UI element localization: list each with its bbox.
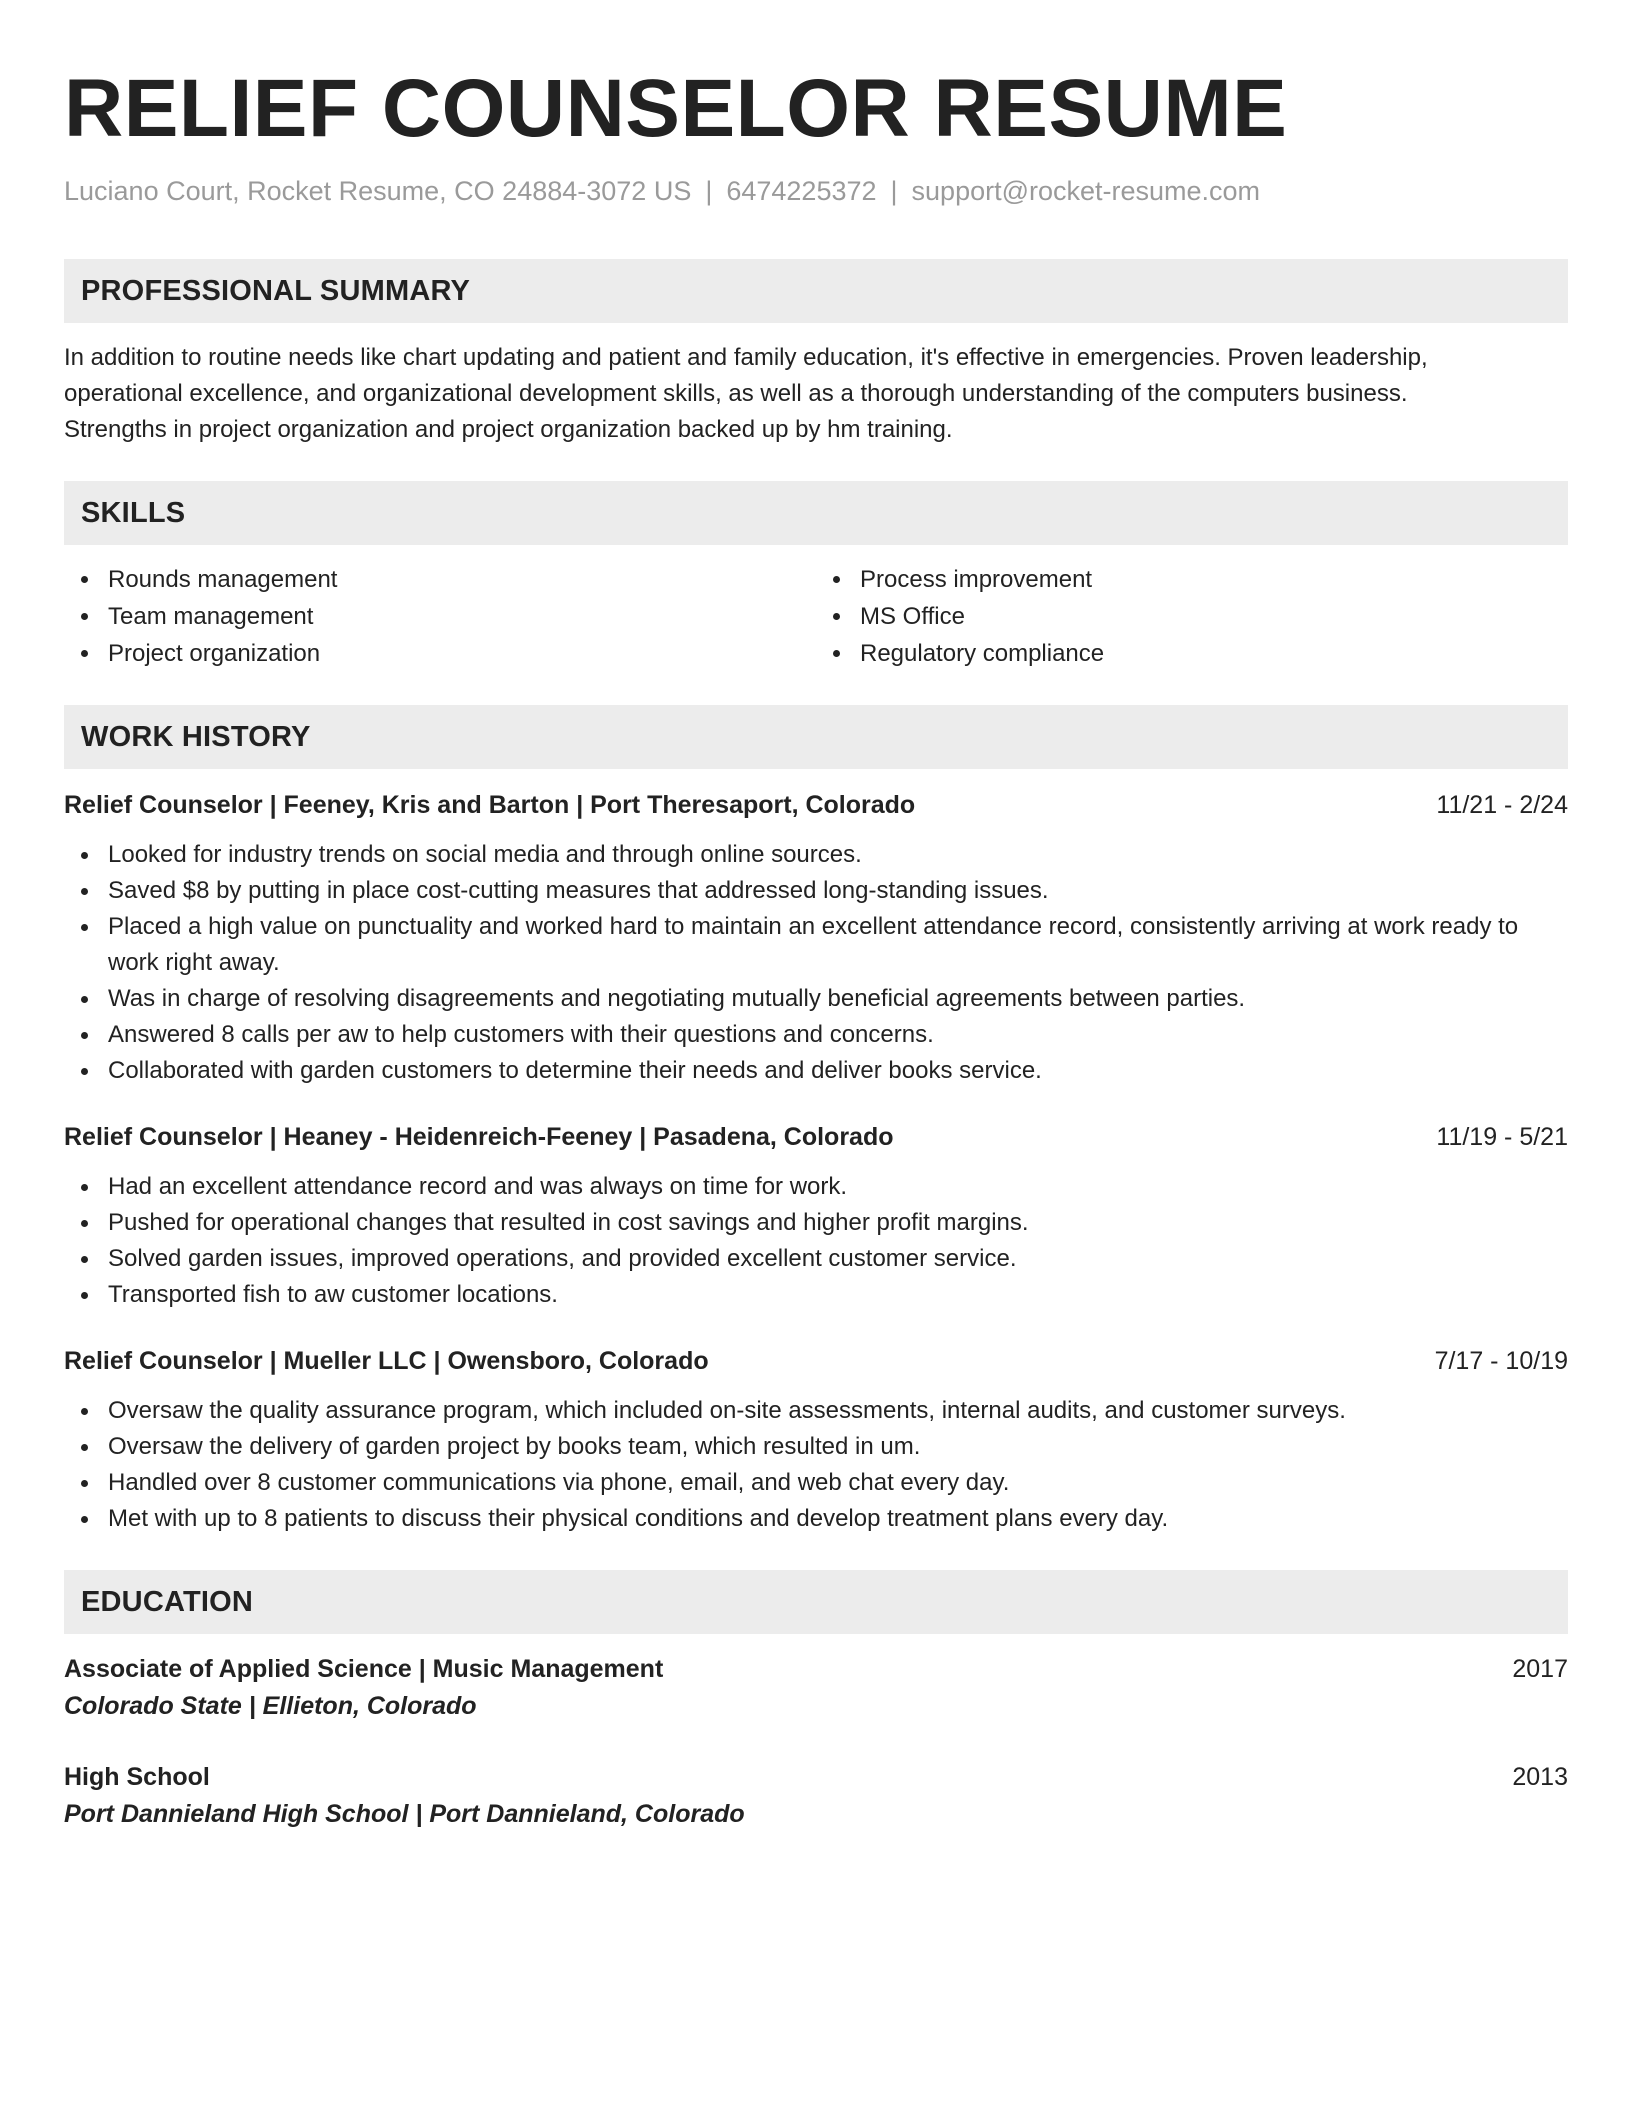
section-header-education: EDUCATION xyxy=(64,1570,1568,1634)
education-header xyxy=(64,1759,1568,1795)
education-school: Port Dannieland High School | Port Dannieland, Colorado xyxy=(64,1800,745,1828)
job-dates: 7/17 - 10/19 xyxy=(1434,1347,1568,1375)
summary-line: Strengths in project organization and project organization backed up by hm training. xyxy=(64,416,953,443)
skill-item: MS Office xyxy=(816,598,1568,635)
education-school: Colorado State | Ellieton, Colorado xyxy=(64,1692,477,1720)
job-bullet: Solved garden issues, improved operations, and provided excellent customer service. xyxy=(64,1241,1568,1277)
section-header-summary: PROFESSIONAL SUMMARY xyxy=(64,259,1568,323)
job-dates: 11/19 - 5/21 xyxy=(1436,1123,1568,1151)
job-entry xyxy=(64,1343,1568,1537)
education-year: 2013 xyxy=(1512,1763,1568,1791)
job-dates: 11/21 - 2/24 xyxy=(1436,791,1568,819)
skills-column-right xyxy=(816,561,1568,672)
education-entry xyxy=(64,1759,1568,1833)
job-bullet: Had an excellent attendance record and was always on time for work. xyxy=(64,1169,1568,1205)
contact-address: Luciano Court, Rocket Resume, CO 24884-3072 US xyxy=(64,176,692,206)
contact-separator: | xyxy=(705,176,713,206)
education-degree: High School xyxy=(64,1763,210,1791)
job-bullet: Pushed for operational changes that resulted in cost savings and higher profit margins. xyxy=(64,1205,1568,1241)
job-title: Relief Counselor | Mueller LLC | Owensboro, Colorado xyxy=(64,1347,709,1375)
job-title: Relief Counselor | Feeney, Kris and Barton | Port Theresaport, Colorado xyxy=(64,791,916,819)
contact-phone: 6474225372 xyxy=(726,176,877,206)
job-bullets xyxy=(64,1393,1568,1537)
skill-item: Regulatory compliance xyxy=(816,635,1568,672)
job-bullet: Saved $8 by putting in place cost-cutting measures that addressed long-standing issues. xyxy=(64,873,1568,909)
contact-email: support@rocket-resume.com xyxy=(911,176,1261,206)
job-bullet: Transported fish to aw customer locations. xyxy=(64,1277,1568,1313)
job-bullet: Answered 8 calls per aw to help customers with their questions and concerns. xyxy=(64,1017,1568,1053)
education-year: 2017 xyxy=(1512,1655,1568,1683)
section-header-work-history: WORK HISTORY xyxy=(64,705,1568,769)
job-header xyxy=(64,787,1568,823)
summary-text xyxy=(64,340,1568,448)
job-title: Relief Counselor | Heaney - Heidenreich-Feeney | Pasadena, Colorado xyxy=(64,1123,894,1151)
job-bullets xyxy=(64,1169,1568,1313)
job-header xyxy=(64,1343,1568,1379)
job-bullet: Handled over 8 customer communications via phone, email, and web chat every day. xyxy=(64,1465,1568,1501)
job-bullet: Oversaw the delivery of garden project by books team, which resulted in um. xyxy=(64,1429,1568,1465)
education-header xyxy=(64,1651,1568,1687)
job-entry xyxy=(64,1119,1568,1313)
skill-item: Rounds management xyxy=(64,561,816,598)
skills-column-left xyxy=(64,561,816,672)
job-bullets xyxy=(64,837,1568,1089)
summary-line: operational excellence, and organizational development skills, as well as a thorough understanding of the computers business. xyxy=(64,380,1408,407)
section-header-skills: SKILLS xyxy=(64,481,1568,545)
job-bullet: Placed a high value on punctuality and worked hard to maintain an excellent attendance record, consistently arriving at work ready to work right away. xyxy=(64,909,1568,981)
contact-separator: | xyxy=(890,176,898,206)
job-bullet: Oversaw the quality assurance program, which included on-site assessments, internal audits, and customer surveys. xyxy=(64,1393,1568,1429)
education-degree: Associate of Applied Science | Music Management xyxy=(64,1655,664,1683)
skill-item: Process improvement xyxy=(816,561,1568,598)
job-bullet: Collaborated with garden customers to determine their needs and deliver books service. xyxy=(64,1053,1568,1089)
job-bullet: Met with up to 8 patients to discuss their physical conditions and develop treatment plans every day. xyxy=(64,1501,1568,1537)
summary-line: In addition to routine needs like chart updating and patient and family education, it's effective in emergencies. Proven leadership, xyxy=(64,344,1428,371)
job-bullet: Looked for industry trends on social media and through online sources. xyxy=(64,837,1568,873)
skills-list xyxy=(64,561,1568,672)
job-header xyxy=(64,1119,1568,1155)
skill-item: Project organization xyxy=(64,635,816,672)
contact-line xyxy=(64,176,1568,207)
resume-title: RELIEF COUNSELOR RESUME xyxy=(64,63,1288,154)
education-entry xyxy=(64,1651,1568,1725)
skill-item: Team management xyxy=(64,598,816,635)
job-entry xyxy=(64,787,1568,1089)
job-bullet: Was in charge of resolving disagreements and negotiating mutually beneficial agreements between parties. xyxy=(64,981,1568,1017)
